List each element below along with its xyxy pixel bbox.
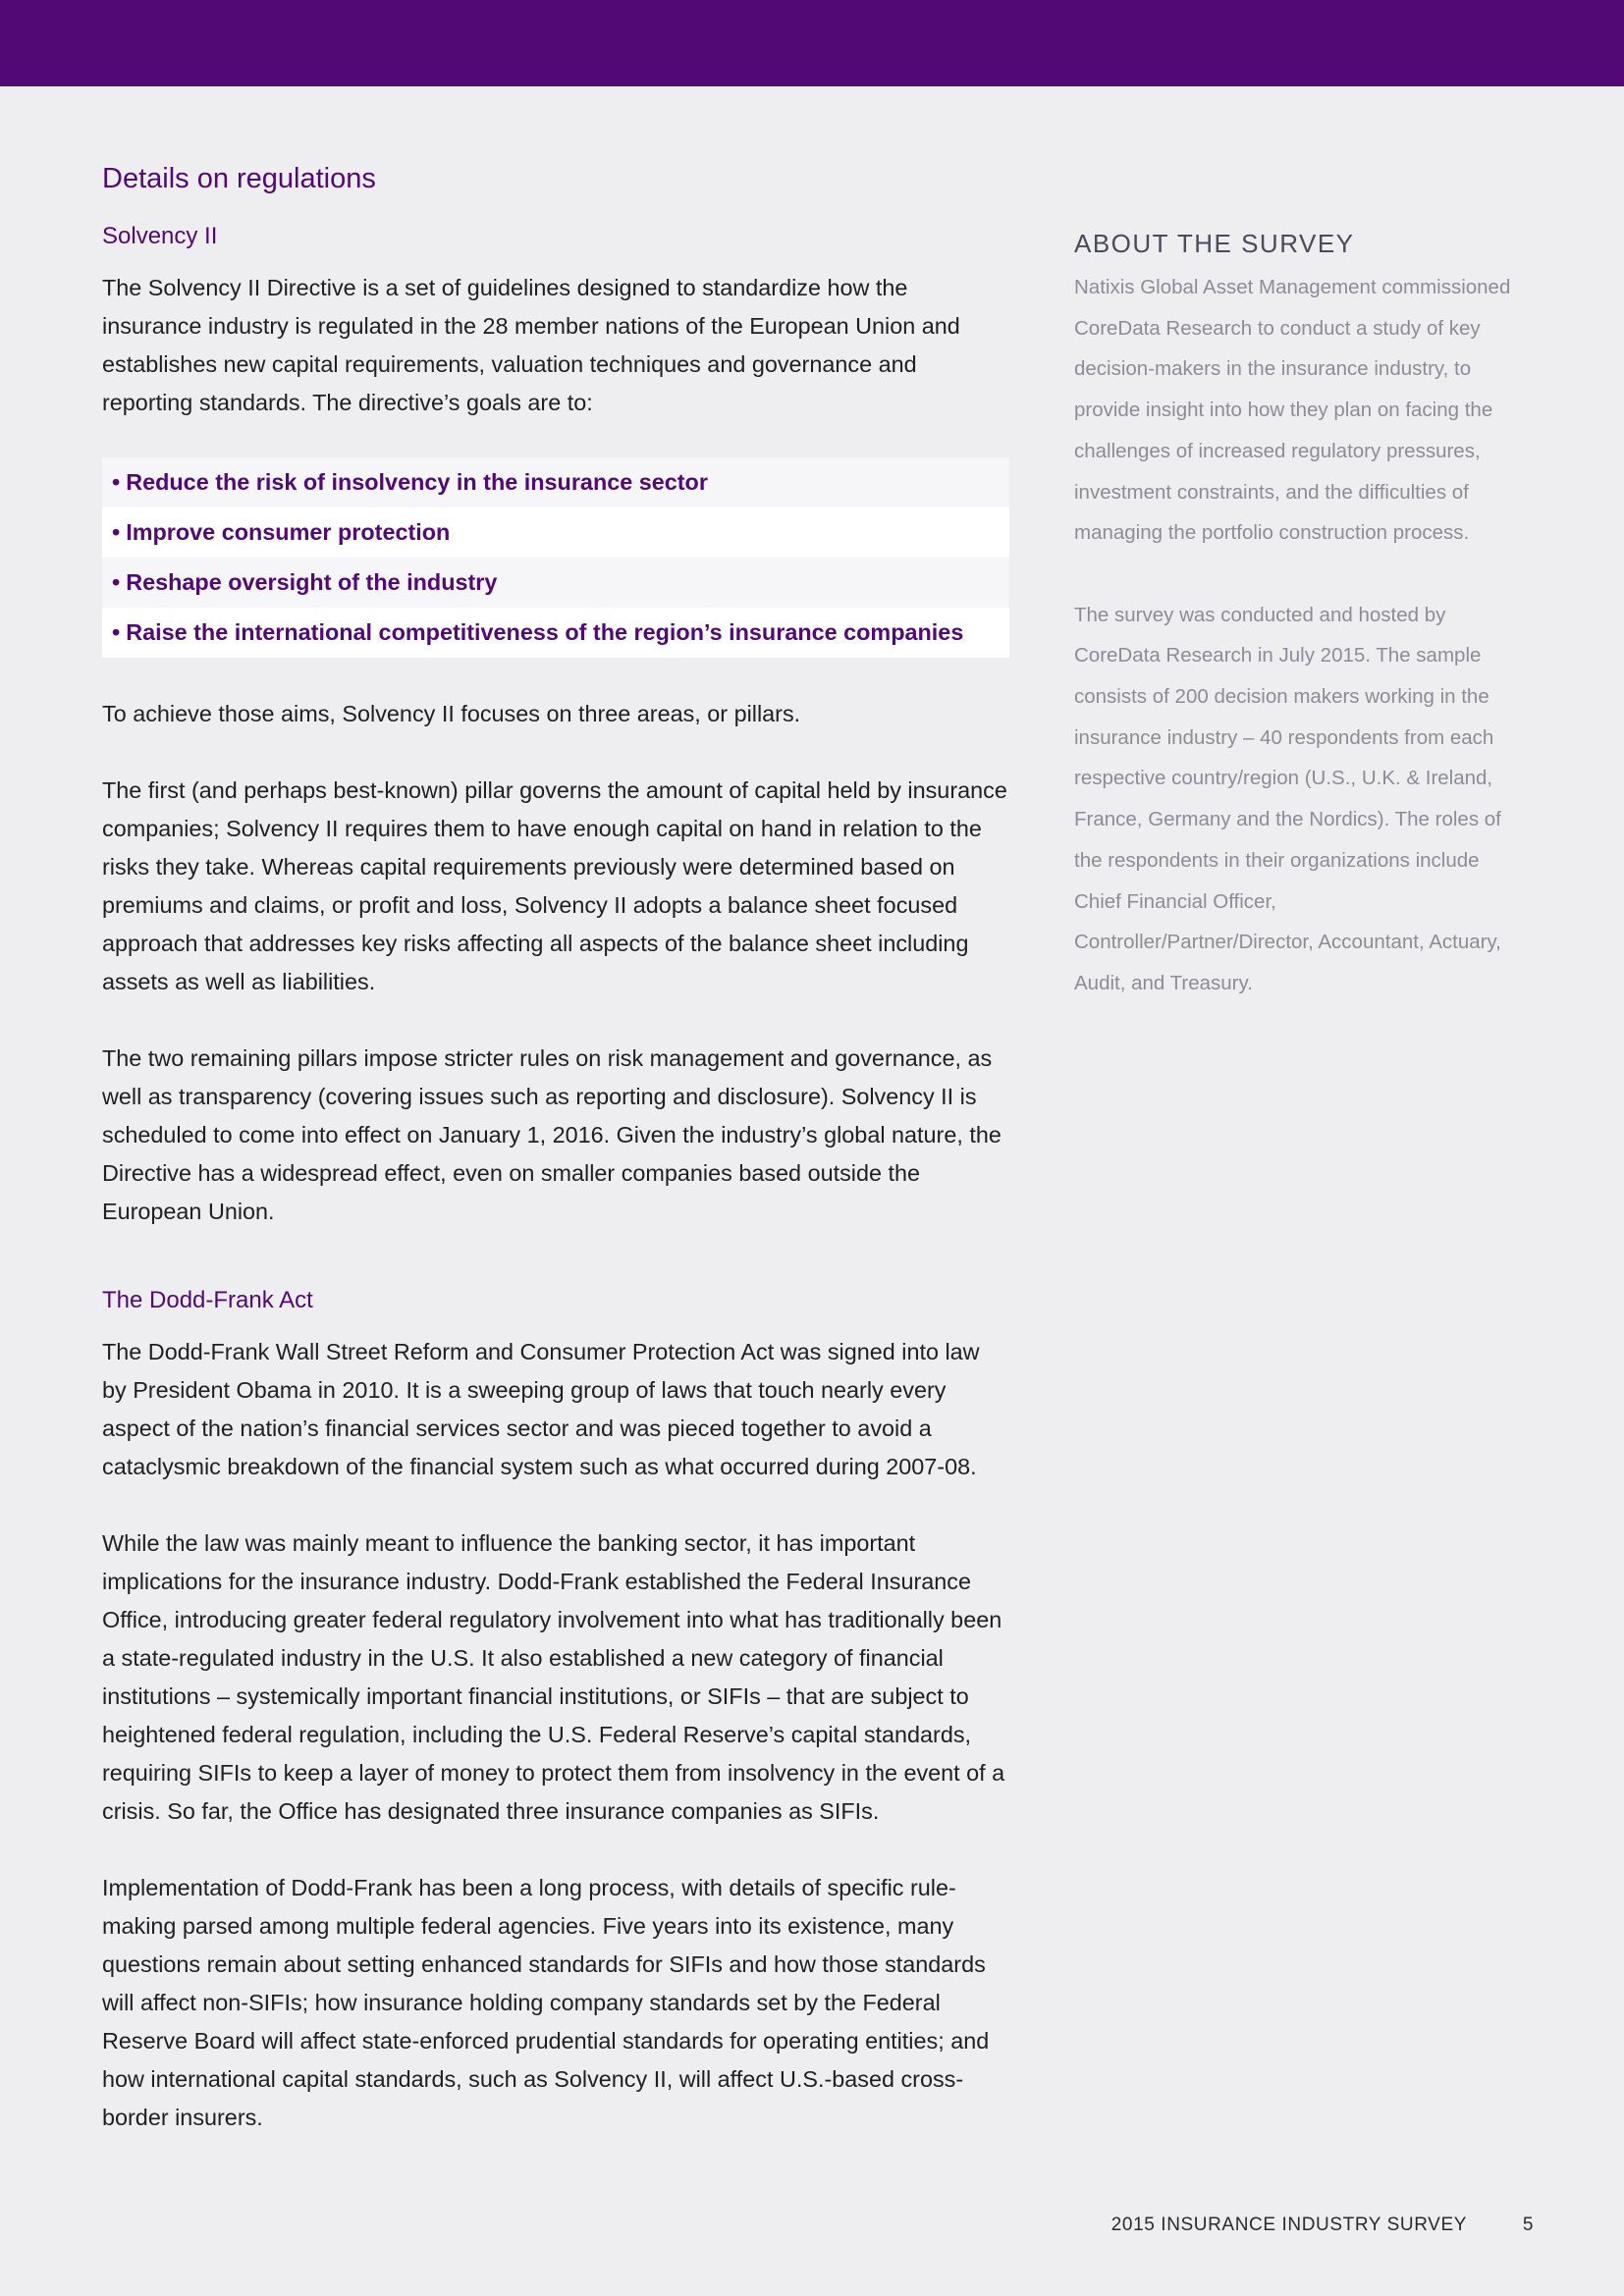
page-footer <box>982 2215 1534 2244</box>
body-paragraph: While the law was mainly meant to influence the banking sector, it has important implications for the insurance industry. Dodd-Frank established the Federal Insurance Office, introducing greater federal regulatory involvement into what has traditionally been a state-regulated industry in the U.S. It also established a new category of financial institutions – systemically important financial institutions, or SIFIs – that are subject to heightened federal regulation, including the U.S. Federal Reserve’s capital standards, requiring SIFIs to keep a layer of money to protect them from insolvency in the event of a crisis. So far, the Office has designated three insurance companies as SIFIs. <box>102 1530 1005 1824</box>
body-paragraph: The two remaining pillars impose stricter rules on risk management and governance, as well as transparency (covering issues such as reporting and disclosure). Solvency II is scheduled to come into effect on January 1, 2016. Given the industry’s global nature, the Directive has a widespread effect, even on smaller companies based outside the European Union. <box>102 1045 1001 1224</box>
body-paragraph: Implementation of Dodd-Frank has been a long process, with details of specific rule-making parsed among multiple federal agencies. Five years into its existence, many questions remain about setting enhanced standards for SIFIs and how those standards will affect non-SIFIs; how insurance holding company standards set by the Federal Reserve Board will affect state-enforced prudential standards for operating entities; and how international capital standards, such as Solvency II, will affect U.S.-based cross-border insurers. <box>102 1875 990 2130</box>
bullet-icon: • <box>112 619 121 645</box>
about-survey-sidebar <box>1074 224 1516 1004</box>
bullet-icon: • <box>112 569 121 595</box>
list-item: • Reshape oversight of the industry <box>102 558 1009 608</box>
sidebar-paragraph: Natixis Global Asset Management commissioned CoreData Research to conduct a study of key decision-makers in the insurance industry, to provide insight into how they plan on facing the challenges of increased regulatory pressures, investment constraints, and the difficulties of managing the portfolio construction process. <box>1074 276 1511 545</box>
sidebar-title: ABOUT THE SURVEY <box>1074 229 1355 258</box>
sidebar-paragraph: The survey was conducted and hosted by CoreData Research in July 2015. The sample consists of 200 decision makers working in the insurance industry – 40 respondents from each respective country/region (U.S., U.K. & Ireland, France, Germany and the Nordics). The roles of the respondents in their organizations include Chief Financial Officer, Controller/Partner/Director, Accountant, Actuary, Audit, and Treasury. <box>1074 603 1501 994</box>
header-bar <box>0 0 1624 86</box>
solvency-intro: The Solvency II Directive is a set of guidelines designed to standardize how the insurance industry is regulated in the 28 member nations of the European Union and establishes new capital requirements, valuation techniques and governance and reporting standards. The directive’s goals are to: <box>102 275 960 415</box>
footer-label: 2015 INSURANCE INDUSTRY SURVEY <box>1110 2215 1467 2235</box>
solvency-heading: Solvency II <box>102 223 218 249</box>
bullet-icon: • <box>112 519 121 545</box>
goals-list <box>102 457 1009 658</box>
body-paragraph: The first (and perhaps best-known) pillar governs the amount of capital held by insurance companies; Solvency II requires them to have enough capital on hand in relation to the risks they take. Whereas capital requirements previously were determined based on premiums and claims, or profit and loss, Solvency II adopts a balance sheet focused approach that addresses key risks affecting all aspects of the balance sheet including assets as well as liabilities. <box>102 777 1007 994</box>
list-item: • Improve consumer protection <box>102 507 1009 558</box>
bullet-icon: • <box>112 469 121 495</box>
body-paragraph: The Dodd-Frank Wall Street Reform and Consumer Protection Act was signed into law by President Obama in 2010. It is a sweeping group of laws that touch nearly every aspect of the nation’s financial services sector and was pieced together to avoid a cataclysmic breakdown of the financial system such as what occurred during 2007-08. <box>102 1339 980 1479</box>
list-item: • Raise the international competitiveness of the region’s insurance companies <box>102 608 1009 658</box>
dodd-frank-heading: The Dodd-Frank Act <box>102 1287 313 1313</box>
list-item: • Reduce the risk of insolvency in the insurance sector <box>102 457 1009 507</box>
page-number: 5 <box>1522 2215 1534 2235</box>
main-content <box>102 159 1009 2137</box>
section-title: Details on regulations <box>102 163 376 194</box>
body-paragraph: To achieve those aims, Solvency II focuses on three areas, or pillars. <box>102 701 801 726</box>
